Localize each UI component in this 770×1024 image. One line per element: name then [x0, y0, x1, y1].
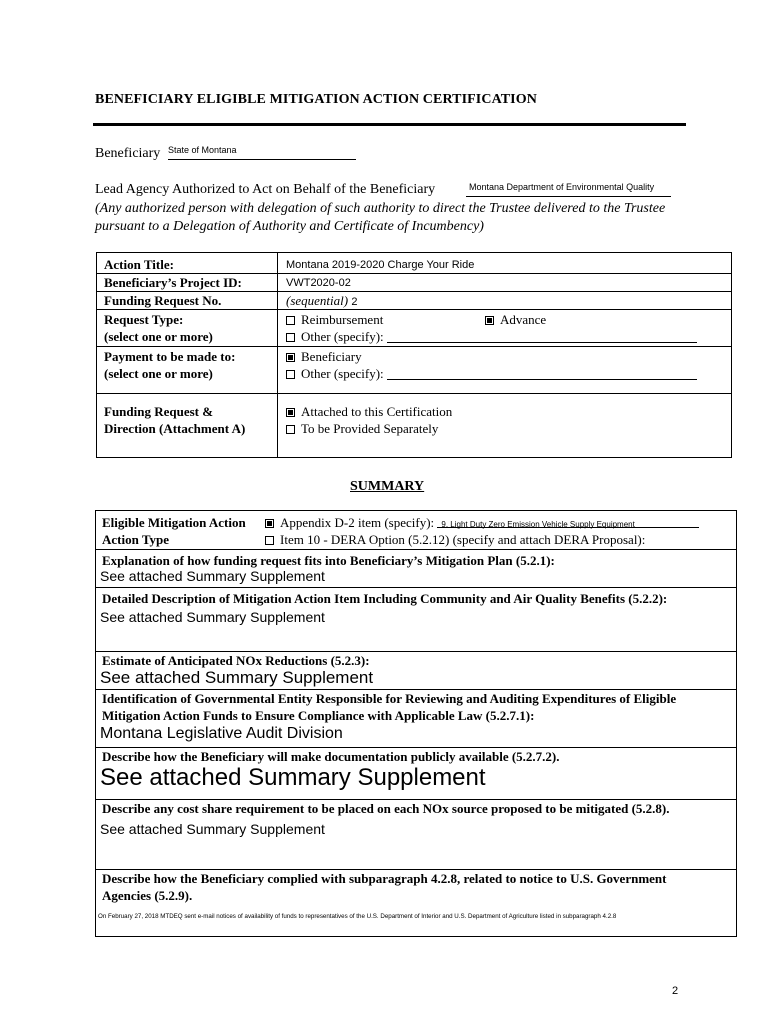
attached-checkbox[interactable]: [286, 408, 295, 417]
request-other-option[interactable]: [286, 328, 697, 345]
sequential-hint: (sequential): [286, 293, 349, 308]
appendix-text: Appendix D-2 item (specify):: [280, 515, 435, 530]
table-divider: [277, 253, 278, 457]
a-public-docs[interactable]: See attached Summary Supplement: [100, 764, 486, 791]
project-id-field[interactable]: VWT2020-02: [286, 277, 351, 289]
separately-checkbox[interactable]: [286, 425, 295, 434]
separately-option[interactable]: [286, 420, 438, 437]
a-cost-share[interactable]: See attached Summary Supplement: [100, 821, 325, 837]
eligible-action-row: [96, 511, 736, 549]
payment-beneficiary-checkbox[interactable]: [286, 353, 295, 362]
a-description[interactable]: See attached Summary Supplement: [100, 609, 325, 625]
action-table: [96, 252, 732, 458]
beneficiary-label: Beneficiary: [95, 146, 161, 161]
a-notice[interactable]: On February 27, 2018 MTDEQ sent e-mail notices of availability of funds to representatives of the U.S. Department of Interior and U.S. Department of Agriculture listed in subparagraph 4.2.8: [98, 913, 617, 920]
cost-share-row: [96, 799, 736, 869]
eligible-action-label: Eligible Mitigation Action: [102, 515, 246, 530]
q-nox-reductions: Estimate of Anticipated NOx Reductions (5.2.3):: [102, 653, 370, 668]
attached-option[interactable]: [286, 403, 452, 420]
lead-agency-note: (Any authorized person with delegation of such authority to direct the Trustee delivered to the Trustee pursuant to a Delegation of Authority and Certificate of Incumbency): [95, 201, 666, 234]
appendix-field[interactable]: 9. Light Duty Zero Emission Vehicle Supply Equipment: [437, 516, 699, 528]
advance-text: Advance: [500, 312, 547, 327]
q-cost-share: Describe any cost share requirement to be placed on each NOx source proposed to be mitigated (5.2.8).: [102, 801, 670, 816]
audit-row: [96, 689, 736, 747]
row-divider: [97, 346, 731, 347]
payment-label: Payment to be made to:: [104, 349, 236, 364]
mitigation-plan-row: [96, 549, 736, 587]
summary-heading: SUMMARY: [350, 479, 425, 494]
row-divider: [97, 309, 731, 310]
payment-sublabel: (select one or more): [104, 366, 213, 381]
reimbursement-option[interactable]: [286, 311, 383, 328]
payment-other-field[interactable]: [387, 368, 697, 380]
payment-other-option[interactable]: [286, 365, 697, 382]
a-audit[interactable]: Montana Legislative Audit Division: [100, 725, 343, 742]
beneficiary-field[interactable]: State of Montana: [168, 145, 356, 160]
title-rule: [93, 123, 686, 126]
q-description: Detailed Description of Mitigation Action Item Including Community and Air Quality Benefits (5.2.2):: [102, 591, 668, 606]
appendix-option[interactable]: [265, 514, 699, 531]
item10-option[interactable]: [265, 531, 645, 548]
lead-agency-label: Lead Agency Authorized to Act on Behalf of the Beneficiary: [95, 182, 436, 197]
q-notice-line2: Agencies (5.2.9).: [102, 888, 193, 903]
request-other-text: Other (specify):: [301, 329, 384, 344]
request-type-label: Request Type:: [104, 312, 184, 327]
reimbursement-checkbox[interactable]: [286, 316, 295, 325]
funding-request-no-value: 2: [351, 296, 358, 308]
project-id-label: Beneficiary’s Project ID:: [104, 275, 242, 290]
nox-row: [96, 651, 736, 689]
item10-checkbox[interactable]: [265, 536, 274, 545]
advance-option[interactable]: [485, 311, 546, 328]
request-other-checkbox[interactable]: [286, 333, 295, 342]
payment-other-checkbox[interactable]: [286, 370, 295, 379]
a-nox-reductions[interactable]: See attached Summary Supplement: [100, 668, 374, 687]
action-type-label: Action Type: [102, 532, 170, 547]
payment-other-text: Other (specify):: [301, 366, 384, 381]
request-type-sublabel: (select one or more): [104, 329, 213, 344]
reimbursement-text: Reimbursement: [301, 312, 384, 327]
q-audit-line1: Identification of Governmental Entity Responsible for Reviewing and Auditing Expenditures of Eligible: [102, 691, 677, 706]
q-mitigation-plan: Explanation of how funding request fits into Beneficiary’s Mitigation Plan (5.2.1):: [102, 553, 555, 568]
payment-beneficiary-text: Beneficiary: [301, 349, 362, 364]
notice-row: [96, 869, 736, 938]
action-title-field[interactable]: Montana 2019-2020 Charge Your Ride: [286, 259, 475, 271]
public-docs-row: [96, 747, 736, 799]
funding-direction-sublabel: Direction (Attachment A): [104, 421, 246, 436]
item10-text: Item 10 - DERA Option (5.2.12) (specify and attach DERA Proposal):: [280, 532, 646, 547]
appendix-checkbox[interactable]: [265, 519, 274, 528]
document-title: BENEFICIARY ELIGIBLE MITIGATION ACTION CERTIFICATION: [95, 92, 537, 107]
page-number: 2: [672, 985, 679, 997]
request-other-field[interactable]: [387, 331, 697, 343]
attached-text: Attached to this Certification: [301, 404, 453, 419]
q-public-docs: Describe how the Beneficiary will make documentation publicly available (5.2.7.2).: [102, 749, 560, 764]
description-row: [96, 587, 736, 651]
separately-text: To be Provided Separately: [301, 421, 439, 436]
q-audit-line2: Mitigation Action Funds to Ensure Compliance with Applicable Law (5.2.7.1):: [102, 708, 535, 723]
funding-direction-label: Funding Request &: [104, 404, 214, 419]
lead-agency-field[interactable]: Montana Department of Environmental Quality: [466, 182, 671, 197]
advance-checkbox[interactable]: [485, 316, 494, 325]
payment-beneficiary-option[interactable]: [286, 348, 362, 365]
a-mitigation-plan[interactable]: See attached Summary Supplement: [100, 568, 325, 584]
q-notice-line1: Describe how the Beneficiary complied with subparagraph 4.2.8, related to notice to U.S. Government: [102, 871, 667, 886]
row-divider: [97, 393, 731, 394]
summary-table: [95, 510, 737, 937]
action-title-label: Action Title:: [104, 257, 174, 272]
funding-request-no-label: Funding Request No.: [104, 293, 222, 308]
